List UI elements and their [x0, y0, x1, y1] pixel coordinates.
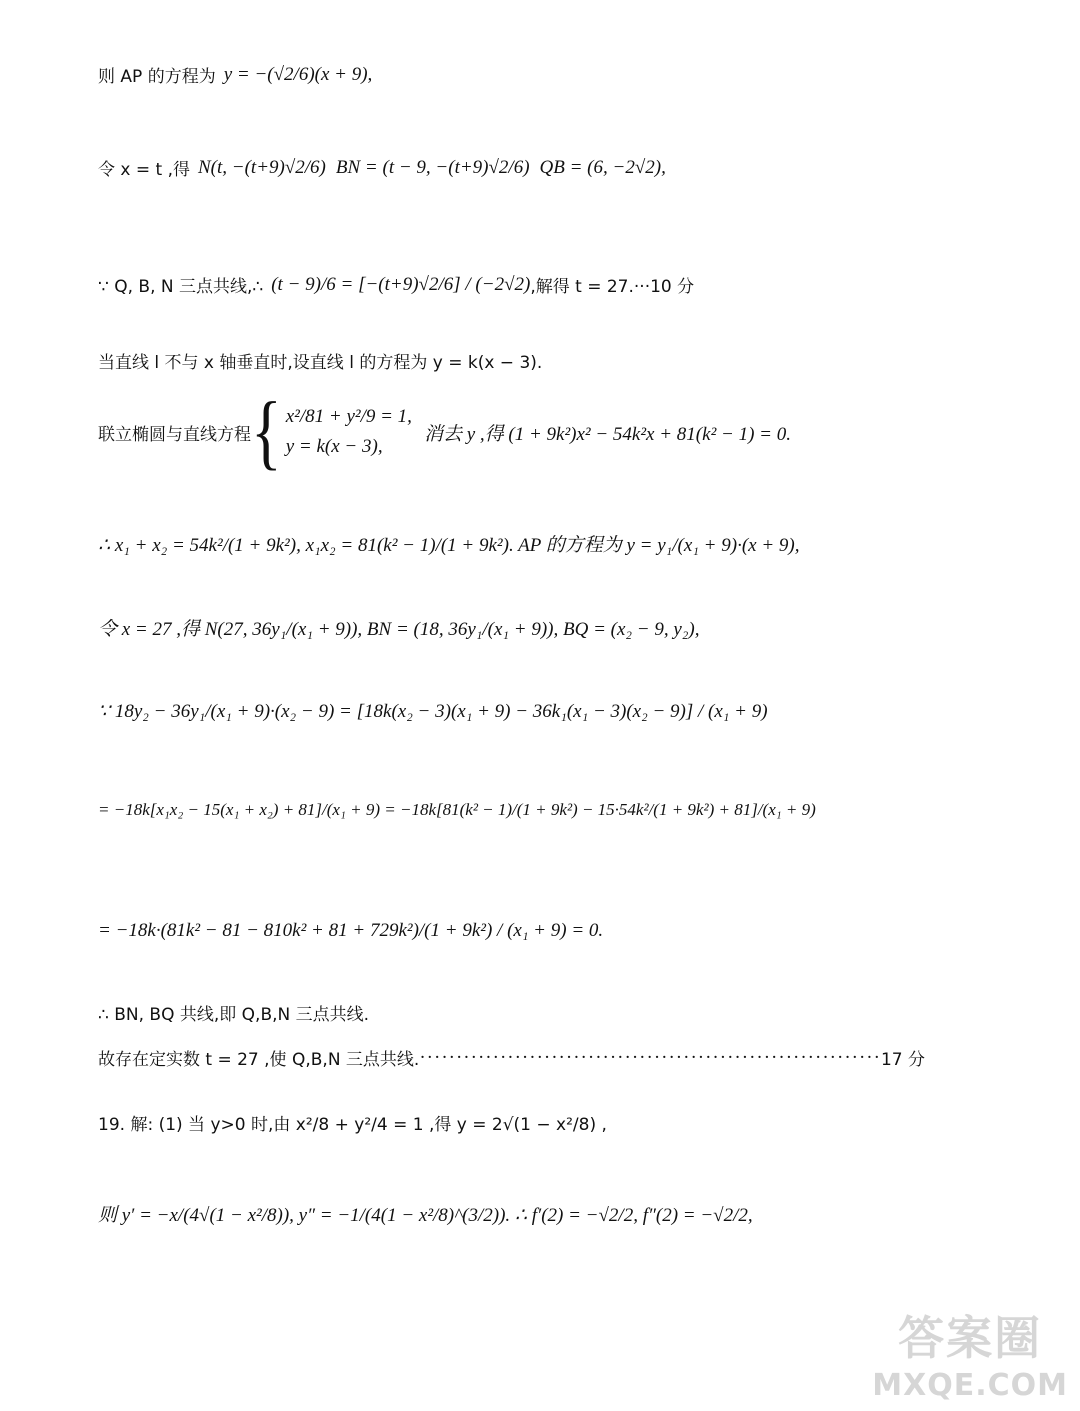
- final-answer-text: 故存在定实数 t = 27 ,使 Q,B,N 三点共线.: [98, 1050, 420, 1070]
- line-equation: y = k(x − 3),: [285, 436, 383, 457]
- collinear-text: ∵ Q, B, N 三点共线,∴: [98, 277, 264, 297]
- vector-qb: QB = (6, −2√2),: [539, 156, 666, 178]
- not-vertical-text: 当直线 l 不与 x 轴垂直时,设直线 l 的方程为 y = k(x − 3).: [98, 353, 543, 373]
- line-cross-product: [98, 700, 768, 723]
- ap-equation-text: 则 AP 的方程为: [98, 67, 216, 87]
- ellipse-equation: x²/81 + y²/9 = 1,: [285, 406, 412, 427]
- line-conclusion-collinear: [98, 1000, 369, 1025]
- vieta-formulas: ∴ x₁ + x₂ = 54k²/(1 + 9k²), x₁x₂ = 81(k² − 1)/(1 + 9k²). AP 的方程为 y = y₁/(x₁ + 9)·(x + 9),: [98, 535, 800, 556]
- substitute-expression: = −18k[x₁x₂ − 15(x₁ + x₂) + 81]/(x₁ + 9) = −18k[81(k² − 1)/(1 + 9k²) − 15·54k²/(1 + 9k²) + 81]/(x₁ + 9): [98, 800, 816, 819]
- watermark-logo: [872, 1302, 1068, 1403]
- n-27-vectors: 令 x = 27 ,得 N(27, 36y₁/(x₁ + 9)), BN = (18, 36y₁/(x₁ + 9)), BQ = (x₂ − 9, y₂),: [98, 619, 700, 640]
- vector-bn: BN = (t − 9, −(t+9)√2/6): [335, 156, 530, 178]
- collinear-equation: (t − 9)/6 = [−(t+9)√2/6] / (−2√2): [271, 273, 531, 295]
- score-dots: ·······························································: [419, 1046, 881, 1068]
- line-n-vectors: [98, 155, 666, 180]
- cross-product-expression: ∵ 18y₂ − 36y₁/(x₁ + 9)·(x₂ − 9) = [18k(x₂ − 3)(x₁ + 9) − 36k₁(x₁ − 3)(x₂ − 9)] / (x₁ + 9): [98, 701, 768, 722]
- eliminate-y-result: 消去 y ,得 (1 + 9k²)x² − 54k²x + 81(k² − 1) = 0.: [423, 423, 791, 445]
- watermark-top: 答案圈: [898, 1311, 1043, 1365]
- system-brace: {: [251, 385, 282, 478]
- system-lead: 联立椭圆与直线方程: [98, 424, 251, 445]
- line-vieta: [98, 530, 799, 557]
- line-substitute: [98, 800, 816, 820]
- ap-equation-formula: y = −(√2/6)(x + 9),: [223, 63, 373, 85]
- line-final-answer: [98, 1045, 925, 1070]
- watermark-bottom: MXQE.COM: [872, 1368, 1068, 1403]
- solve-t-score: ,解得 t = 27.···10 分: [530, 277, 695, 297]
- conclusion-collinear: ∴ BN, BQ 共线,即 Q,B,N 三点共线.: [98, 1005, 370, 1025]
- line-ap-equation: [98, 62, 372, 87]
- line-problem-19: [98, 1110, 607, 1135]
- problem-19-start: 19. 解: (1) 当 y>0 时,由 x²/8 + y²/4 = 1 ,得 y = 2√(1 − x²/8) ,: [98, 1115, 607, 1135]
- final-score: 17 分: [880, 1050, 926, 1070]
- point-n: N(t, −(t+9)√2/6): [198, 156, 326, 178]
- line-derivatives: [98, 1200, 753, 1227]
- equals-zero-expression: = −18k·(81k² − 81 − 810k² + 81 + 729k²)/(1 + 9k²) / (x₁ + 9) = 0.: [98, 920, 604, 941]
- let-x-t: 令 x = t ,得: [98, 160, 190, 180]
- system-equations: [286, 406, 412, 458]
- line-equals-zero: [98, 920, 603, 942]
- line-not-vertical: [98, 348, 542, 373]
- line-system: [98, 385, 791, 478]
- line-n-27: [98, 614, 699, 641]
- line-collinear-solve: [98, 272, 694, 297]
- derivatives-expression: 则 y′ = −x/(4√(1 − x²/8)), y″ = −1/(4(1 − x²/8)^(3/2)). ∴ f′(2) = −√2/2, f″(2) = −√2/2,: [98, 1205, 753, 1226]
